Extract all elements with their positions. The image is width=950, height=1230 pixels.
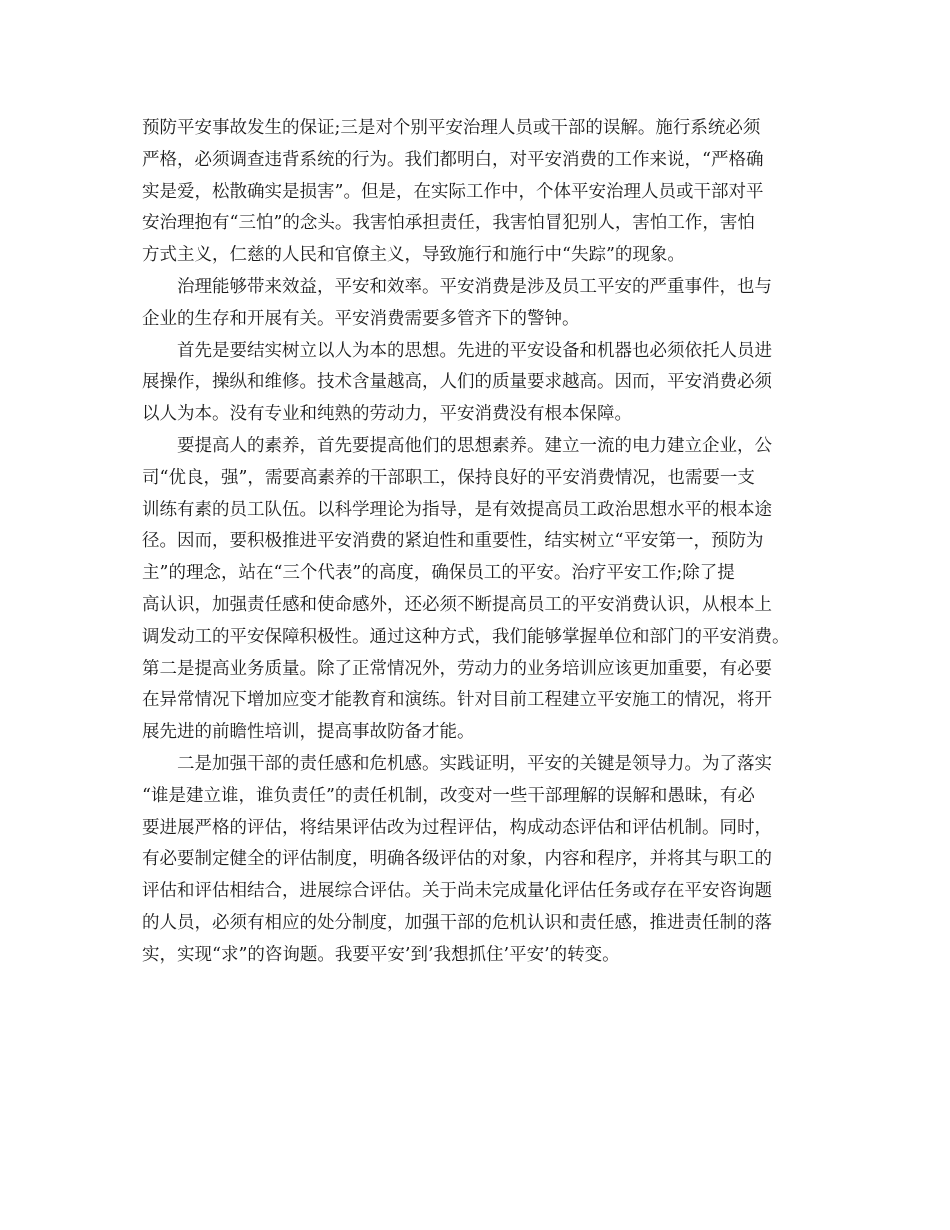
text-line: 实是爱，松散确实是损害”。但是，在实际工作中，个体平安治理人员或干部对平 <box>142 181 764 202</box>
paragraph-start-line: 首先是要结实树立以人为本的思想。先进的平安设备和机器也必须依托人员进 <box>177 340 772 361</box>
text-line: 第二是提高业务质量。除了正常情况外，劳动力的业务培训应该更加重要，有必要 <box>142 658 772 679</box>
text-line: 的人员，必须有相应的处分制度，加强干部的危机认识和责任感，推进责任制的落 <box>142 912 772 933</box>
text-line: 预防平安事故发生的保证;三是对个别平安治理人员或干部的误解。施行系统必须 <box>142 118 761 138</box>
paragraph-start-line: 二是加强干部的责任感和危机感。实践证明，平安的关键是领导力。为了落实 <box>177 753 772 774</box>
text-line: 严格，必须调查违背系统的行为。我们都明白，对平安消费的工作来说，“严格确 <box>142 149 764 170</box>
text-line: 司“优良，强”，需要高素养的干部职工，保持良好的平安消费情况，也需要一支 <box>142 467 755 488</box>
text-line: 展先进的前瞻性培训，提高事故防备才能。 <box>142 722 475 743</box>
text-line: “谁是建立谁，谁负责任”的责任机制，改变对一些干部理解的误解和愚昧，有必 <box>142 785 755 806</box>
text-line: 展操作，操纵和维修。技术含量越高，人们的质量要求越高。因而，平安消费必须 <box>142 372 772 393</box>
text-line: 高认识，加强责任感和使命感外，还必须不断提高员工的平安消费认识，从根本上 <box>142 594 772 615</box>
text-line: 企业的生存和开展有关。平安消费需要多管齐下的警钟。 <box>142 308 580 329</box>
paragraph-start-line: 要提高人的素养，首先要提高他们的思想素养。建立一流的电力建立企业，公 <box>177 435 772 456</box>
text-line: 在异常情况下增加应变才能教育和演练。针对目前工程建立平安施工的情况，将开 <box>142 690 772 711</box>
paragraph-start-line: 治理能够带来效益，平安和效率。平安消费是涉及员工平安的严重事件，也与 <box>177 276 772 297</box>
text-line: 有必要制定健全的评估制度，明确各级评估的对象，内容和程序，并将其与职工的 <box>142 849 772 870</box>
text-line: 调发动工的平安保障积极性。通过这种方式，我们能够掌握单位和部门的平安消费。 <box>142 626 790 647</box>
text-line: 要进展严格的评估，将结果评估改为过程评估，构成动态评估和评估机制。同时， <box>142 817 772 838</box>
text-line: 安治理抱有“三怕”的念头。我害怕承担责任，我害怕冒犯别人，害怕工作，害怕 <box>142 213 755 234</box>
text-line: 训练有素的员工队伍。以科学理论为指导，是有效提高员工政治思想水平的根本途 <box>142 499 772 520</box>
text-line: 方式主义，仁慈的人民和官僚主义，导致施行和施行中“失踪”的现象。 <box>142 245 685 266</box>
text-line: 主”的理念，站在“三个代表”的高度，确保员工的平安。治疗平安工作;除了提 <box>142 563 735 584</box>
text-line: 以人为本。没有专业和纯熟的劳动力，平安消费没有根本保障。 <box>142 404 632 425</box>
text-line: 实，实现“求”的咨询题。我要平安’到’我想抓住’平安’的转变。 <box>142 944 620 965</box>
text-line: 评估和评估相结合，进展综合评估。关于尚未完成量化评估任务或存在平安咨询题 <box>142 881 772 902</box>
body-text <box>142 113 822 972</box>
text-line: 径。因而，要积极推进平安消费的紧迫性和重要性，结实树立“平安第一，预防为 <box>142 531 764 552</box>
